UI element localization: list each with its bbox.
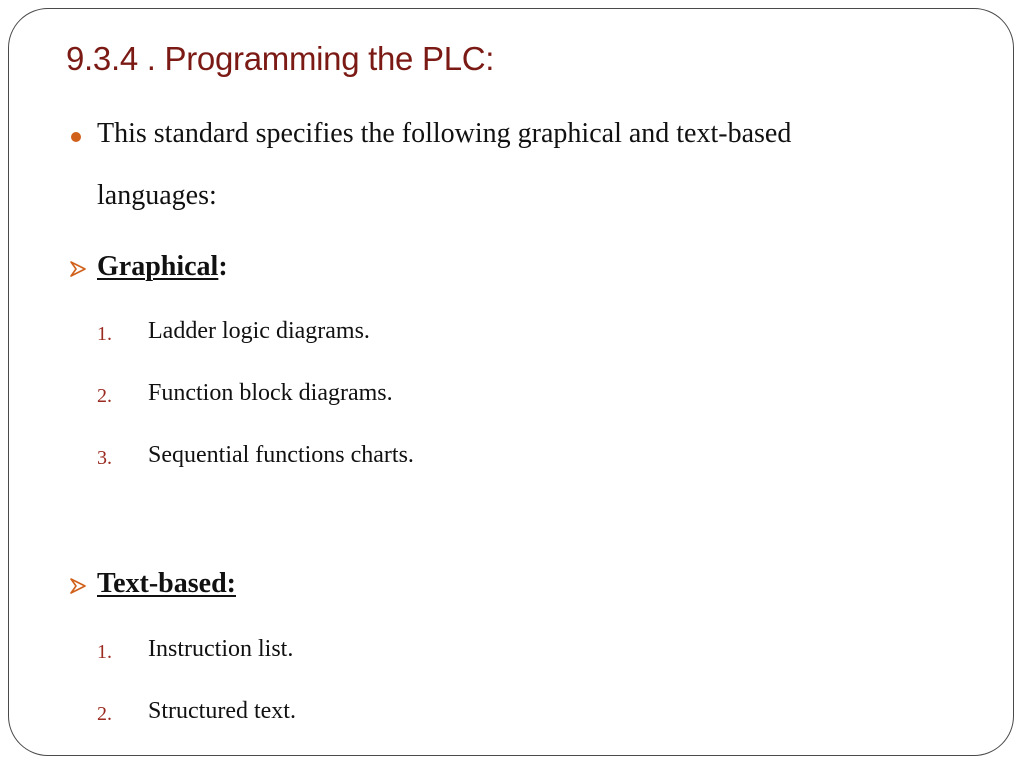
graphical-heading-label: Graphical	[97, 251, 219, 282]
list-number: 3.	[97, 447, 112, 469]
list-number: 1.	[97, 641, 112, 663]
intro-text-line-1: This standard specifies the following graphical and text-based	[97, 118, 792, 149]
list-item: Instruction list.	[148, 636, 294, 662]
intro-text-line-2: languages:	[97, 180, 217, 211]
list-number: 2.	[97, 703, 112, 725]
graphical-heading	[97, 251, 228, 283]
graphical-heading-colon: :	[218, 251, 228, 282]
slide-title: 9.3.4 . Programming the PLC:	[66, 40, 495, 77]
dot-bullet-icon	[71, 132, 81, 142]
list-number: 1.	[97, 323, 112, 345]
text-based-heading-label: Text-based:	[97, 568, 236, 599]
list-item: Sequential functions charts.	[148, 442, 414, 468]
list-item: Function block diagrams.	[148, 380, 393, 406]
list-item: Structured text.	[148, 698, 296, 724]
list-item: Ladder logic diagrams.	[148, 318, 370, 344]
text-based-heading	[97, 568, 236, 600]
arrowhead-bullet-icon	[70, 578, 86, 594]
list-number: 2.	[97, 385, 112, 407]
arrowhead-bullet-icon	[70, 261, 86, 277]
